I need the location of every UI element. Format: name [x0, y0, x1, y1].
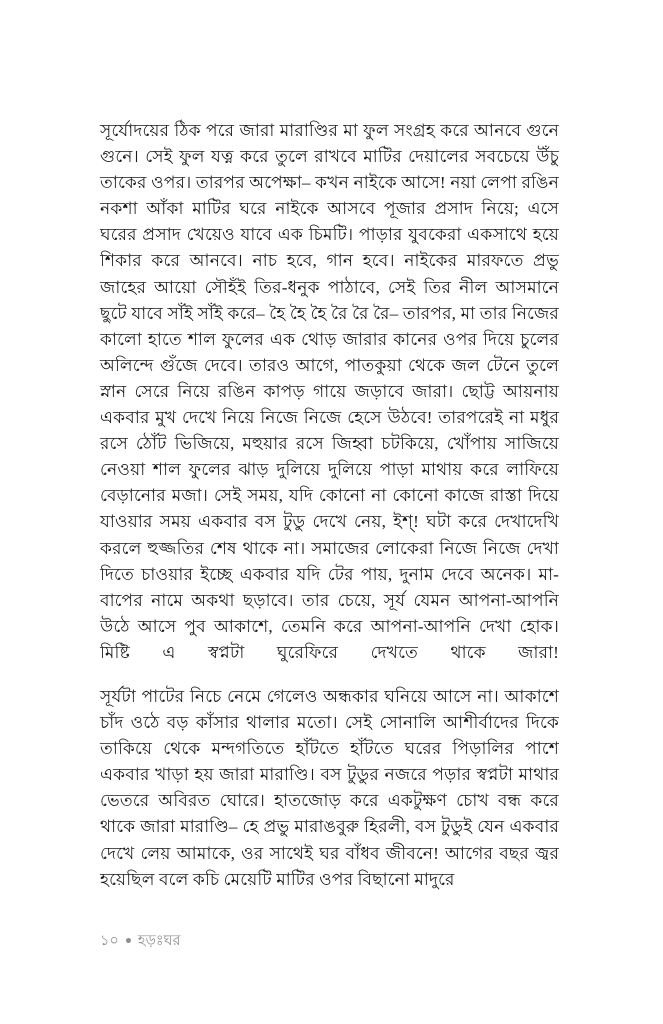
body-paragraph-2: সূর্যটা পাটের নিচে নেমে গেলেও অন্ধকার ঘনিয়ে আসে না। আকাশে চাঁদ ওঠে বড় কাঁসার থালার মতো। সেই সোনালি আশীর্বাদের দিকে তাকিয়ে থেকে মন্দগতিতে হাঁটতে হাঁটতে ঘরের পিড়ালির পাশে একবার খাড়া হয় জারা মারাণ্ডি। বস টুডুর নজরে পড়ার স্বপ্নটা মাথার ভেতরে অবিরত ঘোরে। হাতজোড় করে একটুক্ষণ চোখ বন্ধ করে থাকে জারা মারাণ্ডি– হে প্রভু মারাঙবুরু হিরলী, বস টুডুই যেন একবার দেখে লেয় আমাকে, ওর সাথেই ঘর বাঁধব জীবনে! আগের বছর জ্বর হয়েছিল বলে কচি মেয়েটি মাটির ওপর বিছানো মাদুরে [100, 686, 559, 889]
page-number: ১০ [100, 933, 119, 949]
page-text-column [100, 118, 559, 893]
page-footer [100, 931, 559, 951]
book-title: হড়ঃঘর [137, 933, 181, 949]
body-paragraph-1: সূর্যোদয়ের ঠিক পরে জারা মারাণ্ডির মা ফুল সংগ্রহ করে আনবে গুনে গুনে। সেই ফুল যত্ন করে তুলে রাখবে মাটির দেয়ালের সবচেয়ে উঁচু তাকের ওপর। তারপর অপেক্ষা– কখন নাইকে আসে! নয়া লেপা রঙিন নকশা আঁকা মাটির ঘরে নাইকে আসবে পূজার প্রসাদ নিয়ে; এসে ঘরের প্রসাদ খেয়েও যাবে এক চিমটি। পাড়ার যুবকেরা একসাথে হয়ে শিকার করে আনবে। নাচ হবে, গান হবে। নাইকের মারফতে প্রভু জাহের আয়ো সৌহঁই তির-ধনুক পাঠাবে, সেই তির নীল আসমানে ছুটে যাবে সাঁই সাঁই করে– হৈ হৈ হৈ রৈ রৈ রৈ– তারপর, মা তার নিজের কালো হাতে শাল ফুলের এক থোড় জারার কানের ওপর দিয়ে চুলের অলিন্দে গুঁজে দেবে। তারও আগে, পাতকুয়া থেকে জল টেনে তুলে স্নান সেরে নিয়ে রঙিন কাপড় গায়ে জড়াবে জারা। ছোট্ট আয়নায় একবার মুখ দেখে নিয়ে নিজে নিজে হেসে উঠবে! তারপরেই না মধুর রসে ঠোঁট ভিজিয়ে, মহুয়ার রসে জিহ্বা চটকিয়ে, খোঁপায় সাজিয়ে নেওয়া শাল ফুলের ঝাড় দুলিয়ে দুলিয়ে পাড়া মাথায় করে লাফিয়ে বেড়ানোর মজা। সেই সময়, যদি কোনো না কোনো কাজে রাস্তা দিয়ে যাওয়ার সময় একবার বস টুডু দেখে নেয়, ইশ্! ঘটা করে দেখাদেখি করলে হুজ্জতির শেষ থাকে না। সমাজের লোকেরা নিজে নিজে দেখা দিতে চাওয়ার ইচ্ছে একবার যদি টের পায়, দুনাম দেবে অনেক। মা-বাপের নামে অকথা ছড়াবে। তার চেয়ে, সূর্য যেমন আপনা-আপনি উঠে আসে পুব আকাশে, তেমনি করে আপনা-আপনি দেখা হোক। মিষ্টি এ স্বপ্নটা ঘুরেফিরে দেখতে থাকে জারা! [100, 121, 559, 662]
bullet-dot-icon [126, 938, 131, 943]
